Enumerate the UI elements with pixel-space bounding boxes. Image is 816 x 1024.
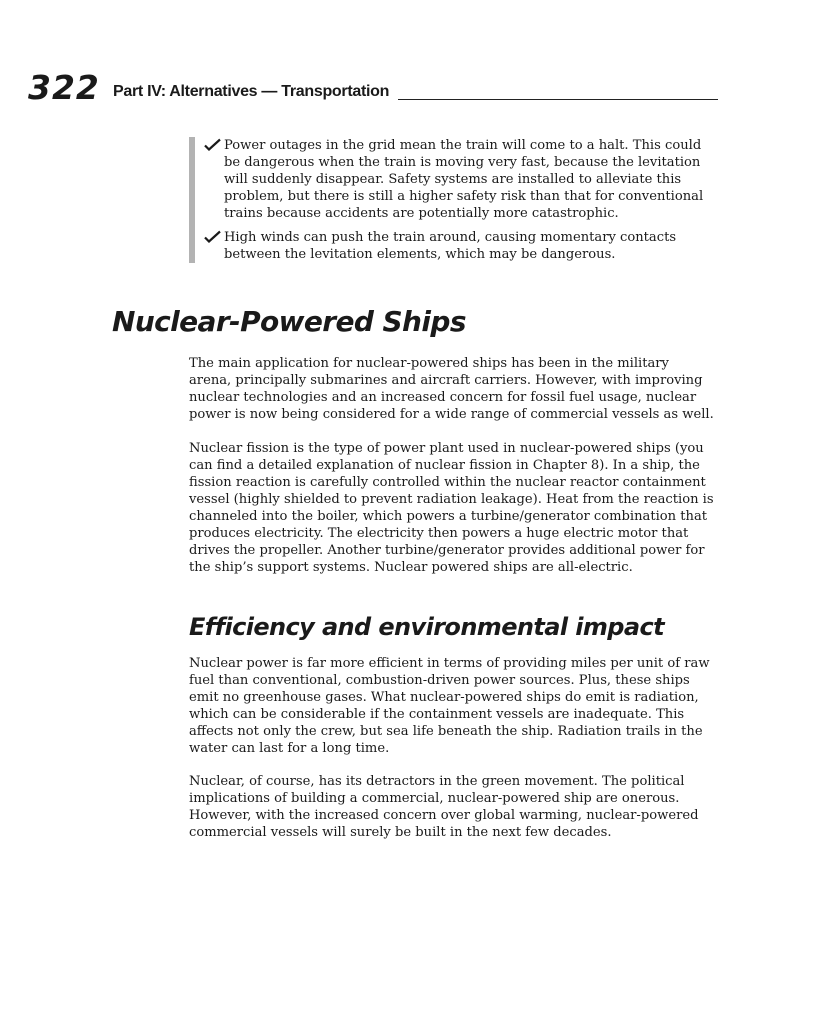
section-heading: Nuclear-Powered Ships bbox=[112, 305, 466, 338]
body-paragraph: Nuclear power is far more efficient in terms of providing miles per unit of raw fuel than conventional, combustion-driven power sources. Plus, these ships emit no greenhouse gases. What nuclear-powered ships do emit is radiation, which can be considerable if the containment vessels are inadequate. This affects not only the crew, but sea life beneath the ship. Radiation trails in the water can last for a long time. bbox=[189, 656, 710, 756]
running-head: Part IV: Alternatives — Transportation bbox=[113, 83, 390, 100]
bullet-item bbox=[204, 137, 724, 222]
check-icon bbox=[204, 138, 224, 155]
body-paragraph: Nuclear, of course, has its detractors in the green movement. The political implications of building a commercial, nuclear-powered ship are onerous. However, with the increased concern over global warming, nuclear-powered commercial vessels will surely be built in the next few decades. bbox=[189, 774, 699, 840]
body-paragraph: The main application for nuclear-powered ships has been in the military arena, principally submarines and aircraft carriers. However, with improving nuclear technologies and an increased concern for fossil fuel usage, nuclear power is now being considered for a wide range of commercial vessels as well. bbox=[189, 356, 714, 422]
bullet-text: Power outages in the grid mean the train will come to a halt. This could be dangerous when the train is moving very fast, because the levitation will suddenly disappear. Safety systems are installed to alleviate this problem, but there is still a higher safety risk than that for conventional trains because accidents are potentially more catastrophic. bbox=[224, 138, 704, 221]
subsection-heading: Efficiency and environmental impact bbox=[189, 613, 664, 641]
check-icon bbox=[204, 230, 224, 247]
bullet-text: High winds can push the train around, causing momentary contacts between the levitation elements, which may be dangerous. bbox=[224, 230, 677, 262]
body-paragraph: Nuclear fission is the type of power plant used in nuclear-powered ships (you can find a detailed explanation of nuclear fission in Chapter 8). In a ship, the fission reaction is carefully controlled within the nuclear reactor containment vessel (highly shielded to prevent radiation leakage). Heat from the reaction is channeled into the boiler, which powers a turbine/generator combination that produces electricity. The electricity then powers a huge electric motor that drives the propeller. Another turbine/generator provides additional power for the ship’s support systems. Nuclear powered ships are all-electric. bbox=[189, 441, 714, 575]
bullet-item bbox=[204, 229, 724, 263]
bullet-list bbox=[189, 137, 724, 263]
page-number: 322 bbox=[28, 68, 100, 107]
header-rule bbox=[398, 99, 718, 100]
page-header bbox=[28, 70, 718, 106]
